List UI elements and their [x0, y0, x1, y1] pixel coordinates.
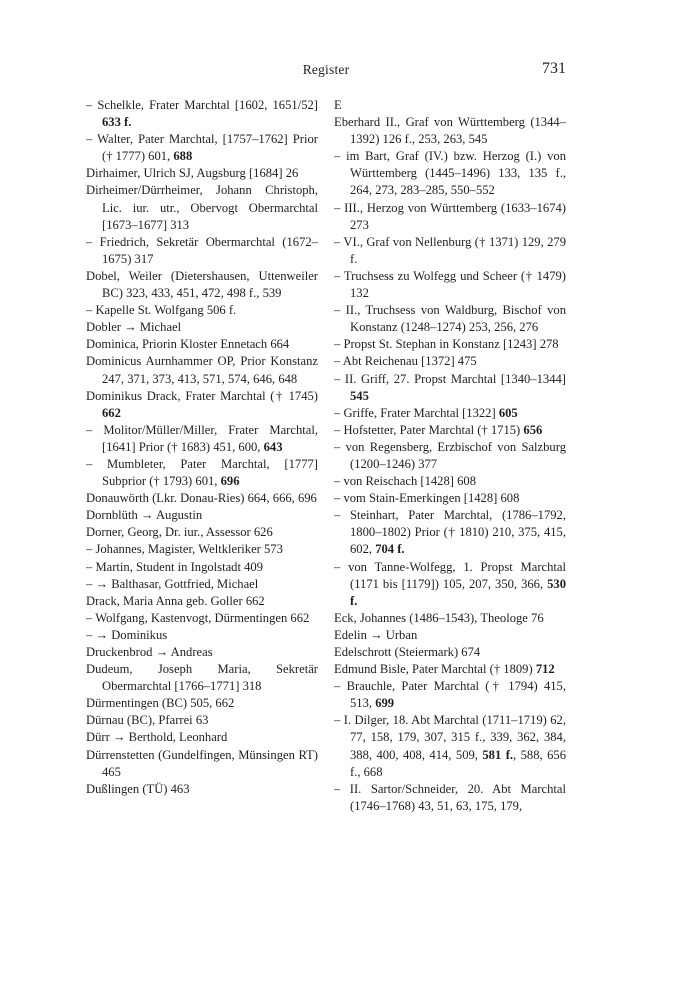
index-entry: [86, 422, 318, 456]
entry-text: Dobel, Weiler (Dietershausen, Uttenweiler BC) 323, 433, 451, 472, 498 f., 539: [86, 268, 318, 301]
entry-text: – I. Dilger, 18. Abt Marchtal (1711–1719) 62, 77, 158, 179, 307, 315 f., 339, 362, 384, 388, 400, 408, 414, 509,: [334, 713, 566, 762]
index-entry: [334, 148, 566, 199]
entry-text: Dürrenstetten (Gundelfingen, Münsingen RT) 465: [86, 747, 318, 779]
entry-main-page: 530 f.: [350, 576, 566, 608]
entry-main-page: 605: [498, 405, 518, 420]
index-entry: [86, 182, 318, 233]
entry-text: Dorner, Georg, Dr. iur., Assessor 626: [86, 525, 273, 540]
index-entry: [334, 610, 566, 627]
index-entry: [86, 490, 318, 507]
entry-text: Dominikus Drack, Frater Marchtal († 1745): [86, 388, 318, 403]
entry-text: – Kapelle St. Wolfgang 506 f.: [86, 303, 237, 318]
entry-main-page: 699: [375, 696, 395, 711]
index-entry: [86, 541, 318, 558]
entry-text: – Brauchle, Pater Marchtal († 1794) 415, 513,: [334, 679, 566, 711]
index-entry: [334, 200, 566, 234]
entry-text: Dudeum, Joseph Maria, Sekretär Obermarchtal [1766–1771] 318: [86, 662, 318, 694]
entry-text: – VI., Graf von Nellenburg († 1371) 129, 279 f.: [334, 234, 566, 266]
entry-text: – Griffe, Frater Marchtal [1322]: [334, 405, 499, 420]
entry-text: Edelin → Urban: [334, 627, 418, 642]
entry-main-page: 581 f.: [482, 747, 514, 762]
entry-text: – Truchsess zu Wolfegg und Scheer († 1479) 132: [334, 268, 566, 301]
index-entry: [334, 234, 566, 268]
index-entry: [86, 507, 318, 524]
index-entry: [86, 576, 318, 593]
index-entry: [334, 422, 566, 439]
index-entry: [334, 302, 566, 336]
index-entry: [86, 661, 318, 695]
entry-text: Dominica, Priorin Kloster Ennetach 664: [86, 337, 290, 352]
entry-text: Druckenbrod → Andreas: [86, 645, 213, 659]
entry-main-page: 704 f.: [375, 542, 405, 557]
index-entry: [86, 644, 318, 661]
index-entry: [86, 695, 318, 712]
index-entry: [86, 302, 318, 319]
index-column-left: [86, 97, 318, 798]
entry-text: – Johannes, Magister, Weltkleriker 573: [86, 542, 283, 557]
index-entry: [334, 268, 566, 302]
index-entry: [86, 319, 318, 336]
entry-main-page: 643: [263, 439, 283, 454]
entry-text: – II. Sartor/Schneider, 20. Abt Marchtal (1746–1768) 43, 51, 63, 175, 179,: [334, 781, 566, 813]
index-entry: [86, 268, 318, 302]
entry-text: – Wolfgang, Kastenvogt, Dürmentingen 662: [86, 610, 310, 625]
index-entry: [334, 781, 566, 815]
entry-text: Dürr → Berthold, Leonhard: [86, 730, 228, 745]
entry-text: – von Tanne-Wolfegg, 1. Propst Marchtal (1171 bis [1179]) 105, 207, 350, 366,: [334, 559, 566, 591]
entry-text: Donauwörth (Lkr. Donau-Ries) 664, 666, 696: [86, 491, 317, 506]
entry-text: – im Bart, Graf (IV.) bzw. Herzog (I.) von Württemberg (1445–1496) 133, 135 f., 264, 273, 283–285, 550–552: [334, 149, 566, 198]
entry-text: Dominicus Aurnhammer OP, Prior Konstanz 247, 371, 373, 413, 571, 574, 646, 648: [86, 354, 318, 386]
entry-text: – Hofstetter, Pater Marchtal († 1715): [334, 422, 524, 437]
index-entry: [86, 165, 318, 182]
page-number: 731: [542, 60, 566, 77]
entry-main-page: 688: [173, 149, 193, 164]
entry-text: – Schelkle, Frater Marchtal [1602, 1651/52]: [86, 98, 318, 112]
index-entry: [86, 131, 318, 165]
index-entry: [334, 114, 566, 148]
entry-main-page: 662: [102, 405, 121, 420]
entry-text: – vom Stain-Emerkingen [1428] 608: [334, 491, 520, 506]
index-entry: [334, 405, 566, 422]
index-entry: [86, 524, 318, 541]
entry-main-page: 712: [535, 662, 555, 677]
entry-text: Dirheimer/Dürrheimer, Johann Christoph, Lic. iur. utr., Obervogt Obermarchtal [1673–1677] 313: [86, 183, 318, 232]
index-entry: [86, 353, 318, 387]
entry-text: Eberhard II., Graf von Württemberg (1344–1392) 126 f., 253, 263, 545: [334, 115, 566, 147]
index-column-right: [334, 97, 566, 815]
entry-text: – III., Herzog von Württemberg (1633–1674) 273: [334, 200, 566, 232]
page-header: [86, 60, 566, 82]
section-letter: [334, 97, 566, 114]
entry-text: Dobler → Michael: [86, 320, 182, 335]
entry-main-page: 633 f.: [102, 115, 132, 130]
entry-text: – Mumbleter, Pater Marchtal, [1777] Subprior († 1793) 601,: [86, 456, 318, 489]
entry-text: – von Regensberg, Erzbischof von Salzburg (1200–1246) 377: [334, 439, 566, 471]
entry-text: – Steinhart, Pater Marchtal, (1786–1792, 1800–1802) Prior († 1810) 210, 375, 415, 602,: [334, 508, 566, 557]
index-entry: [334, 661, 566, 678]
running-head: Register: [302, 62, 350, 77]
entry-text-after: , 588, 656 f., 668: [350, 747, 566, 779]
index-entry: [334, 490, 566, 507]
entry-text: – II., Truchsess von Waldburg, Bischof von Konstanz (1248–1274) 253, 256, 276: [334, 303, 566, 335]
entry-text: – Walter, Pater Marchtal, [1757–1762] Prior († 1777) 601,: [86, 132, 318, 164]
index-entry: [86, 234, 318, 268]
index-entry: [86, 336, 318, 353]
entry-text: Edmund Bisle, Pater Marchtal († 1809): [334, 662, 536, 677]
entry-main-page: 656: [523, 422, 543, 437]
index-entry: [86, 456, 318, 490]
index-entry: [334, 559, 566, 610]
index-entry: [86, 593, 318, 610]
entry-text: – Propst St. Stephan in Konstanz [1243] 278: [334, 337, 559, 352]
entry-text: Dirhaimer, Ulrich SJ, Augsburg [1684] 26: [86, 166, 299, 181]
entry-text: Dürmentingen (BC) 505, 662: [86, 696, 235, 711]
entry-text: Eck, Johannes (1486–1543), Theologe 76: [334, 610, 544, 625]
index-entry: [86, 627, 318, 644]
index-entry: [334, 507, 566, 558]
entry-text: – II. Griff, 27. Propst Marchtal [1340–1344]: [334, 371, 566, 386]
index-entry: [334, 353, 566, 370]
index-entry: [334, 439, 566, 473]
entry-text: – → Dominikus: [86, 627, 168, 642]
entry-text: Dornblüth → Augustin: [86, 508, 203, 523]
index-entry: [86, 781, 318, 798]
entry-main-page: 696: [220, 474, 240, 489]
index-entry: [86, 712, 318, 729]
index-entry: [86, 559, 318, 576]
index-entry: [86, 388, 318, 422]
entry-text: – Friedrich, Sekretär Obermarchtal (1672–1675) 317: [86, 234, 318, 266]
entry-main-page: 545: [350, 388, 369, 403]
entry-text: Edelschrott (Steiermark) 674: [334, 645, 481, 659]
entry-text: – Molitor/Müller/Miller, Frater Marchtal, [1641] Prior († 1683) 451, 600,: [86, 422, 318, 454]
index-entry: [86, 747, 318, 781]
entry-text: Dußlingen (TÜ) 463: [86, 781, 190, 796]
entry-text: – Abt Reichenau [1372] 475: [334, 354, 477, 369]
index-entry: [334, 678, 566, 712]
entry-text: Dürnau (BC), Pfarrei 63: [86, 713, 209, 728]
index-entry: [334, 627, 566, 644]
entry-text: Drack, Maria Anna geb. Goller 662: [86, 593, 265, 608]
index-entry: [86, 97, 318, 131]
index-entry: [334, 371, 566, 405]
index-entry: [334, 644, 566, 661]
entry-text: – Martin, Student in Ingolstadt 409: [86, 559, 264, 574]
index-entry: [86, 610, 318, 627]
index-entry: [86, 729, 318, 746]
index-entry: [334, 712, 566, 780]
index-entry: [334, 336, 566, 353]
entry-text: – → Balthasar, Gottfried, Michael: [86, 576, 259, 591]
index-entry: [334, 473, 566, 490]
entry-text: – von Reischach [1428] 608: [334, 474, 476, 489]
entry-text: E: [334, 98, 342, 112]
